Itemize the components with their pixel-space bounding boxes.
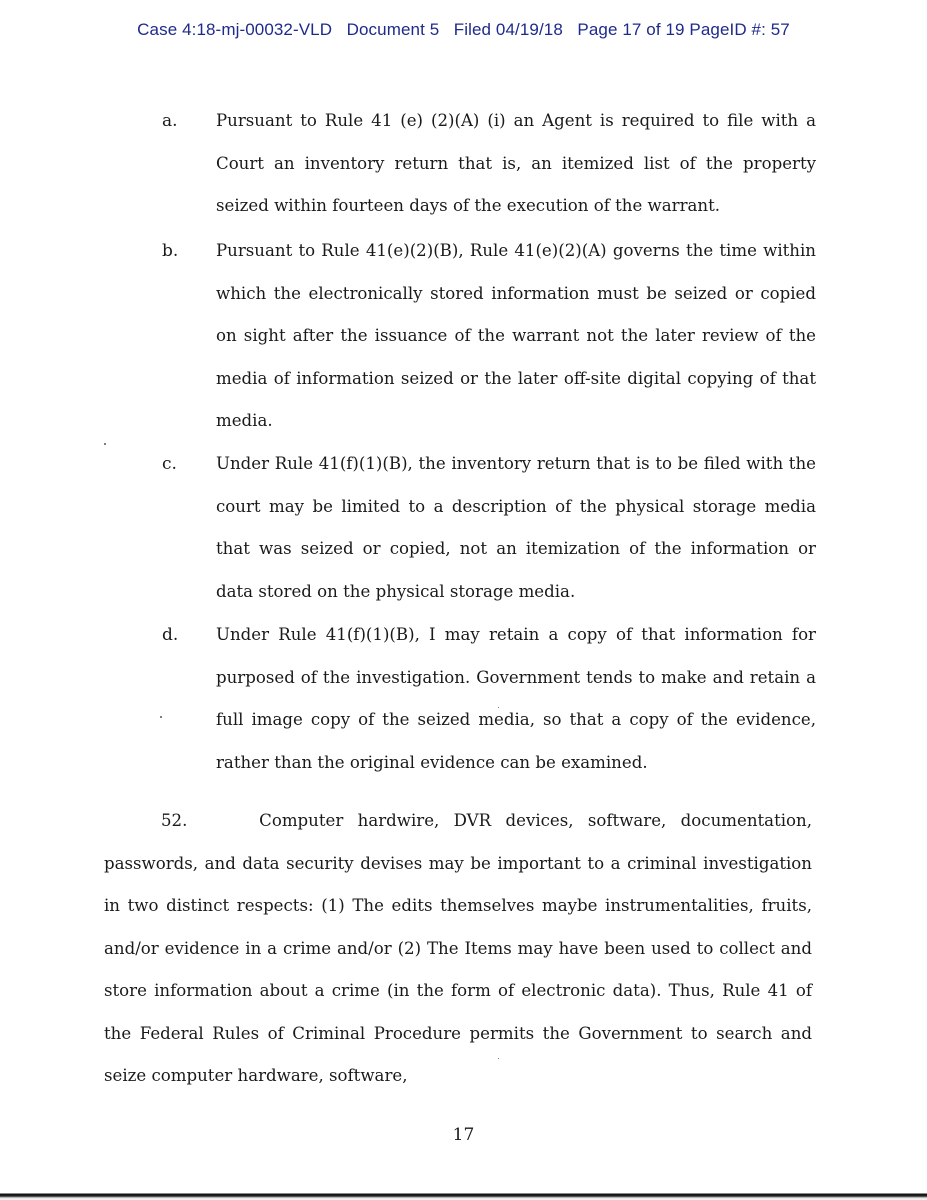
paragraph-text: Computer hardwire, DVR devices, software, documentation, passwords, and data security devises may be important to a criminal investigation in two distinct respects: (1) The edits themselves maybe instrumentalities, fruits, and/or evidence in a crime and/or (2) The Items may have been used to collect and store information about a crime (in the form of electronic data). Thus, Rule 41 of the Federal Rules of Criminal Procedure permits the Government to search and seize computer hardware, software,: [104, 811, 812, 1085]
paragraph-52: [104, 800, 812, 1098]
item-letter: c.: [162, 454, 177, 474]
header-pageid: PageID #: 57: [689, 20, 790, 39]
header-page: Page 17 of 19: [577, 20, 685, 39]
scan-speck: [498, 707, 499, 708]
page-number: 17: [452, 1125, 475, 1145]
scan-edge: [0, 1186, 927, 1200]
item-letter: a.: [162, 111, 178, 131]
case-header: [0, 20, 927, 40]
header-document: Document 5: [346, 20, 440, 39]
header-case-number: Case 4:18-mj-00032-VLD: [137, 20, 333, 39]
header-filed-date: Filed 04/19/18: [453, 20, 563, 39]
scan-speck: [104, 443, 106, 445]
item-text: Pursuant to Rule 41 (e) (2)(A) (i) an Agent is required to file with a Court an inventory return that is, an itemized list of the property seized within fourteen days of the execution of the warrant.: [216, 111, 816, 215]
item-text: Under Rule 41(f)(1)(B), the inventory return that is to be filed with the court may be limited to a description of the physical storage media that was seized or copied, not an itemization of the information or data stored on the physical storage media.: [216, 454, 816, 601]
item-letter: d.: [162, 625, 179, 645]
paragraph-number: 52.: [161, 811, 188, 830]
item-letter: b.: [162, 241, 179, 261]
item-text: Under Rule 41(f)(1)(B), I may retain a copy of that information for purposed of the investigation. Government tends to make and retain a full image copy of the seized media, so that a copy of the evidence, rather than the original evidence can be examined.: [216, 625, 816, 772]
item-text: Pursuant to Rule 41(e)(2)(B), Rule 41(e)(2)(A) governs the time within which the electronically stored information must be seized or copied on sight after the issuance of the warrant not the later review of the media of information seized or the later off-site digital copying of that media.: [216, 241, 816, 430]
scan-speck: [498, 1058, 499, 1059]
scan-speck: [160, 716, 162, 718]
